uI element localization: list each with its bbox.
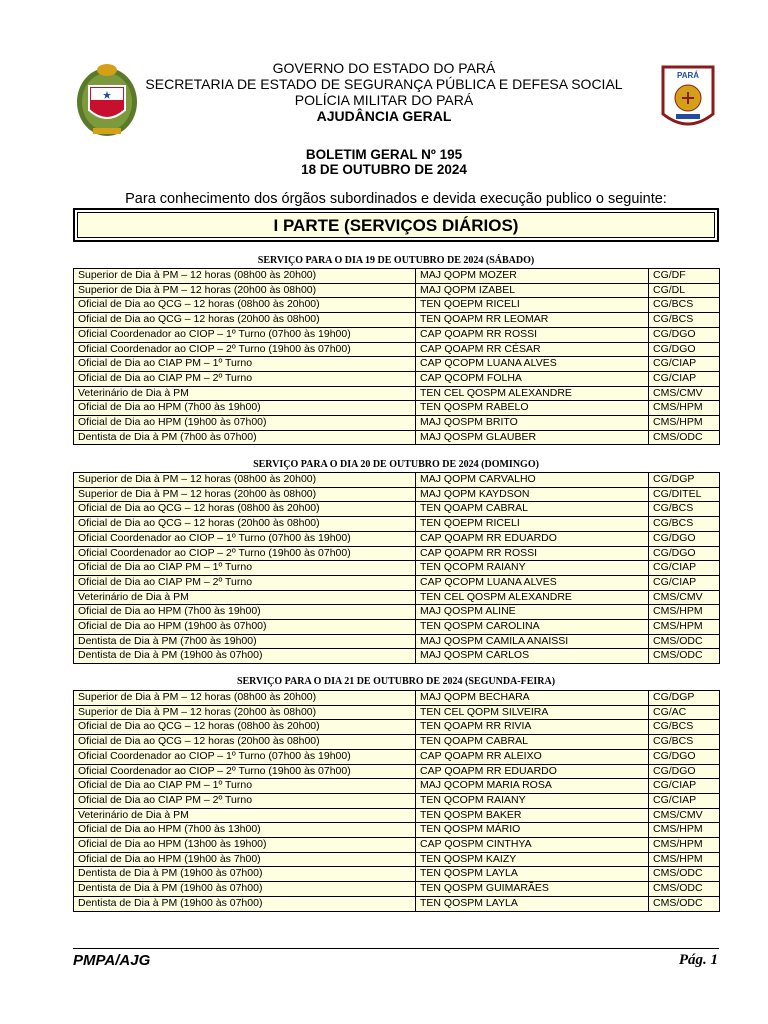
officer-cell: TEN QOSPM LAYLA — [416, 896, 649, 911]
duty-role-cell: Oficial Coordenador ao CIOP – 2º Turno (19h00 às 07h00) — [74, 342, 416, 357]
duty-role-cell: Oficial de Dia ao CIAP PM – 1º Turno — [74, 561, 416, 576]
unit-cell: CMS/CMV — [649, 590, 720, 605]
officer-cell: TEN QOEPM RICELI — [416, 298, 649, 313]
table-row — [74, 896, 720, 911]
duty-role-cell: Oficial de Dia ao QCG – 12 horas (20h00 às 08h00) — [74, 313, 416, 328]
unit-cell: CG/DL — [649, 283, 720, 298]
footer-department-code: PMPA/AJG — [73, 952, 151, 969]
officer-cell: TEN QOAPM RR RIVIA — [416, 720, 649, 735]
officer-cell: TEN QOAPM CABRAL — [416, 735, 649, 750]
officer-cell: TEN QCOPM RAIANY — [416, 561, 649, 576]
table-row — [74, 342, 720, 357]
officer-cell: MAJ QOPM BECHARA — [416, 691, 649, 706]
table-row — [74, 838, 720, 853]
unit-cell: CG/DGP — [649, 691, 720, 706]
duty-role-cell: Oficial de Dia ao QCG – 12 horas (08h00 às 20h00) — [74, 298, 416, 313]
header-department: AJUDÂNCIA GERAL — [316, 108, 452, 124]
duty-role-cell: Superior de Dia à PM – 12 horas (08h00 às 20h00) — [74, 269, 416, 284]
unit-cell: CMS/HPM — [649, 838, 720, 853]
officer-cell: CAP QOAPM RR CÉSAR — [416, 342, 649, 357]
unit-cell: CG/BCS — [649, 298, 720, 313]
header-secretariat: SECRETARIA DE ESTADO DE SEGURANÇA PÚBLICA E DEFESA SOCIAL — [145, 76, 623, 92]
duty-role-cell: Oficial de Dia ao QCG – 12 horas (20h00 às 08h00) — [74, 735, 416, 750]
officer-cell: MAJ QCOPM MARIA ROSA — [416, 779, 649, 794]
duty-role-cell: Oficial de Dia ao QCG – 12 horas (08h00 às 20h00) — [74, 502, 416, 517]
table-row — [74, 575, 720, 590]
unit-cell: CMS/ODC — [649, 649, 720, 664]
duty-table-day-19 — [73, 268, 720, 445]
duty-role-cell: Superior de Dia à PM – 12 horas (20h00 às 08h00) — [74, 283, 416, 298]
part-title: I PARTE (SERVIÇOS DIÁRIOS) — [77, 212, 715, 238]
unit-cell: CMS/ODC — [649, 896, 720, 911]
unit-cell: CG/DGO — [649, 531, 720, 546]
document-header — [0, 60, 768, 124]
unit-cell: CG/CIAP — [649, 793, 720, 808]
unit-cell: CG/DGO — [649, 764, 720, 779]
duty-role-cell: Veterinário de Dia à PM — [74, 386, 416, 401]
table-row — [74, 620, 720, 635]
table-row — [74, 401, 720, 416]
unit-cell: CMS/CMV — [649, 386, 720, 401]
table-row — [74, 867, 720, 882]
duty-role-cell: Oficial de Dia ao CIAP PM – 2º Turno — [74, 371, 416, 386]
shield-text: PARÁ — [676, 71, 700, 80]
unit-cell: CG/BCS — [649, 313, 720, 328]
officer-cell: MAJ QOSPM BRITO — [416, 416, 649, 431]
officer-cell: TEN CEL QOSPM ALEXANDRE — [416, 386, 649, 401]
table-row — [74, 779, 720, 794]
bulletin-date: 18 DE OUTUBRO DE 2024 — [301, 162, 467, 177]
officer-cell: CAP QOAPM RR ALEIXO — [416, 749, 649, 764]
officer-cell: TEN QOSPM GUIMARÃES — [416, 882, 649, 897]
section-title-day-21: SERVIÇO PARA O DIA 21 DE OUTUBRO DE 2024 (SEGUNDA-FEIRA) — [236, 676, 556, 687]
section-title-day-20: SERVIÇO PARA O DIA 20 DE OUTUBRO DE 2024 (DOMINGO) — [253, 459, 539, 470]
table-row — [74, 590, 720, 605]
duty-role-cell: Oficial Coordenador ao CIOP – 1º Turno (07h00 às 19h00) — [74, 327, 416, 342]
duty-table-day-21 — [73, 690, 720, 912]
header-government: GOVERNO DO ESTADO DO PARÁ — [272, 60, 496, 76]
unit-cell: CMS/ODC — [649, 430, 720, 445]
unit-cell: CG/DGP — [649, 473, 720, 488]
table-row — [74, 808, 720, 823]
table-row — [74, 371, 720, 386]
duty-role-cell: Veterinário de Dia à PM — [74, 808, 416, 823]
duty-role-cell: Dentista de Dia à PM (19h00 às 07h00) — [74, 867, 416, 882]
officer-cell: CAP QOAPM RR EDUARDO — [416, 531, 649, 546]
duty-role-cell: Dentista de Dia à PM (19h00 às 07h00) — [74, 882, 416, 897]
officer-cell: MAJ QOPM IZABEL — [416, 283, 649, 298]
table-row — [74, 720, 720, 735]
unit-cell: CG/DGO — [649, 749, 720, 764]
unit-cell: CG/BCS — [649, 735, 720, 750]
officer-cell: TEN QOSPM CAROLINA — [416, 620, 649, 635]
table-row — [74, 357, 720, 372]
duty-role-cell: Dentista de Dia à PM (19h00 às 07h00) — [74, 896, 416, 911]
officer-cell: TEN QOSPM BAKER — [416, 808, 649, 823]
table-row — [74, 487, 720, 502]
table-row — [74, 546, 720, 561]
table-row — [74, 269, 720, 284]
officer-cell: TEN CEL QOSPM ALEXANDRE — [416, 590, 649, 605]
unit-cell: CG/CIAP — [649, 575, 720, 590]
unit-cell: CMS/HPM — [649, 823, 720, 838]
unit-cell: CG/DITEL — [649, 487, 720, 502]
unit-cell: CG/DGO — [649, 327, 720, 342]
unit-cell: CG/BCS — [649, 720, 720, 735]
duty-role-cell: Oficial de Dia ao HPM (19h00 às 7h00) — [74, 852, 416, 867]
officer-cell: MAJ QOSPM GLAUBER — [416, 430, 649, 445]
unit-cell: CG/CIAP — [649, 779, 720, 794]
officer-cell: MAJ QOPM CARVALHO — [416, 473, 649, 488]
table-row — [74, 735, 720, 750]
unit-cell: CMS/ODC — [649, 634, 720, 649]
duty-table-day-20 — [73, 472, 720, 664]
unit-cell: CMS/HPM — [649, 401, 720, 416]
officer-cell: TEN CEL QOPM SILVEIRA — [416, 705, 649, 720]
duty-role-cell: Oficial Coordenador ao CIOP – 2º Turno (19h00 às 07h00) — [74, 764, 416, 779]
unit-cell: CMS/HPM — [649, 620, 720, 635]
table-row — [74, 298, 720, 313]
officer-cell: CAP QOAPM RR ROSSI — [416, 327, 649, 342]
officer-cell: TEN QOSPM LAYLA — [416, 867, 649, 882]
unit-cell: CG/DGO — [649, 342, 720, 357]
unit-cell: CG/BCS — [649, 517, 720, 532]
duty-role-cell: Veterinário de Dia à PM — [74, 590, 416, 605]
duty-role-cell: Superior de Dia à PM – 12 horas (08h00 às 20h00) — [74, 691, 416, 706]
duty-role-cell: Oficial de Dia ao CIAP PM – 2º Turno — [74, 575, 416, 590]
officer-cell: CAP QOAPM RR ROSSI — [416, 546, 649, 561]
officer-cell: TEN QOEPM RICELI — [416, 517, 649, 532]
table-row — [74, 531, 720, 546]
duty-role-cell: Oficial de Dia ao CIAP PM – 2º Turno — [74, 793, 416, 808]
table-row — [74, 823, 720, 838]
unit-cell: CG/CIAP — [649, 371, 720, 386]
duty-role-cell: Dentista de Dia à PM (7h00 às 07h00) — [74, 430, 416, 445]
unit-cell: CG/DF — [649, 269, 720, 284]
section-title-day-19: SERVIÇO PARA O DIA 19 DE OUTUBRO DE 2024 (SÁBADO) — [257, 255, 535, 266]
unit-cell: CG/CIAP — [649, 357, 720, 372]
unit-cell: CG/CIAP — [649, 561, 720, 576]
table-row — [74, 283, 720, 298]
officer-cell: CAP QCOPM LUANA ALVES — [416, 575, 649, 590]
unit-cell: CG/BCS — [649, 502, 720, 517]
intro-text: Para conhecimento dos órgãos subordinados e devida execução publico o seguinte: — [125, 191, 667, 207]
duty-role-cell: Superior de Dia à PM – 12 horas (20h00 às 08h00) — [74, 487, 416, 502]
table-row — [74, 605, 720, 620]
officer-cell: MAJ QOSPM CAMILA ANAISSI — [416, 634, 649, 649]
officer-cell: MAJ QOSPM ALINE — [416, 605, 649, 620]
duty-role-cell: Dentista de Dia à PM (19h00 às 07h00) — [74, 649, 416, 664]
officer-cell: TEN QOSPM RABELO — [416, 401, 649, 416]
duty-role-cell: Oficial de Dia ao HPM (7h00 às 19h00) — [74, 605, 416, 620]
table-row — [74, 561, 720, 576]
footer-page-number: Pág. 1 — [678, 952, 718, 968]
table-row — [74, 416, 720, 431]
officer-cell: CAP QOSPM CINTHYA — [416, 838, 649, 853]
unit-cell: CMS/ODC — [649, 882, 720, 897]
duty-role-cell: Oficial de Dia ao QCG – 12 horas (08h00 às 20h00) — [74, 720, 416, 735]
duty-role-cell: Oficial de Dia ao HPM (7h00 às 19h00) — [74, 401, 416, 416]
table-row — [74, 793, 720, 808]
duty-role-cell: Oficial de Dia ao HPM (7h00 às 13h00) — [74, 823, 416, 838]
officer-cell: MAJ QOPM KAYDSON — [416, 487, 649, 502]
officer-cell: TEN QCOPM RAIANY — [416, 793, 649, 808]
officer-cell: TEN QOAPM RR LEOMAR — [416, 313, 649, 328]
table-row — [74, 634, 720, 649]
duty-role-cell: Dentista de Dia à PM (7h00 às 19h00) — [74, 634, 416, 649]
header-police: POLÍCIA MILITAR DO PARÁ — [294, 92, 474, 108]
table-row — [74, 327, 720, 342]
bulletin-heading — [0, 147, 768, 177]
table-row — [74, 473, 720, 488]
bulletin-number: BOLETIM GERAL Nº 195 — [305, 147, 463, 162]
unit-cell: CG/DGO — [649, 546, 720, 561]
table-row — [74, 313, 720, 328]
duty-role-cell: Superior de Dia à PM – 12 horas (20h00 às 08h00) — [74, 705, 416, 720]
duty-role-cell: Oficial de Dia ao HPM (19h00 às 07h00) — [74, 620, 416, 635]
table-row — [74, 517, 720, 532]
table-row — [74, 386, 720, 401]
duty-role-cell: Oficial de Dia ao CIAP PM – 1º Turno — [74, 779, 416, 794]
unit-cell: CMS/HPM — [649, 605, 720, 620]
duty-role-cell: Oficial Coordenador ao CIOP – 1º Turno (07h00 às 19h00) — [74, 749, 416, 764]
officer-cell: CAP QCOPM LUANA ALVES — [416, 357, 649, 372]
table-row — [74, 649, 720, 664]
table-row — [74, 764, 720, 779]
duty-role-cell: Oficial Coordenador ao CIOP – 2º Turno (19h00 às 07h00) — [74, 546, 416, 561]
officer-cell: MAJ QOSPM CARLOS — [416, 649, 649, 664]
unit-cell: CMS/HPM — [649, 852, 720, 867]
duty-role-cell: Superior de Dia à PM – 12 horas (08h00 às 20h00) — [74, 473, 416, 488]
table-row — [74, 852, 720, 867]
officer-cell: CAP QCOPM FOLHA — [416, 371, 649, 386]
duty-role-cell: Oficial de Dia ao HPM (13h00 às 19h00) — [74, 838, 416, 853]
table-row — [74, 705, 720, 720]
officer-cell: TEN QOSPM KAIZY — [416, 852, 649, 867]
table-row — [74, 749, 720, 764]
duty-role-cell: Oficial de Dia ao QCG – 12 horas (20h00 às 08h00) — [74, 517, 416, 532]
officer-cell: CAP QOAPM RR EDUARDO — [416, 764, 649, 779]
duty-role-cell: Oficial de Dia ao HPM (19h00 às 07h00) — [74, 416, 416, 431]
unit-cell: CG/AC — [649, 705, 720, 720]
table-row — [74, 502, 720, 517]
officer-cell: TEN QOSPM MÁRIO — [416, 823, 649, 838]
unit-cell: CMS/CMV — [649, 808, 720, 823]
duty-role-cell: Oficial de Dia ao CIAP PM – 1º Turno — [74, 357, 416, 372]
duty-role-cell: Oficial Coordenador ao CIOP – 1º Turno (07h00 às 19h00) — [74, 531, 416, 546]
officer-cell: TEN QOAPM CABRAL — [416, 502, 649, 517]
table-row — [74, 882, 720, 897]
table-row — [74, 691, 720, 706]
table-row — [74, 430, 720, 445]
footer-divider — [73, 948, 719, 949]
part-title-box — [73, 208, 719, 242]
unit-cell: CMS/ODC — [649, 867, 720, 882]
officer-cell: MAJ QOPM MOZER — [416, 269, 649, 284]
unit-cell: CMS/HPM — [649, 416, 720, 431]
